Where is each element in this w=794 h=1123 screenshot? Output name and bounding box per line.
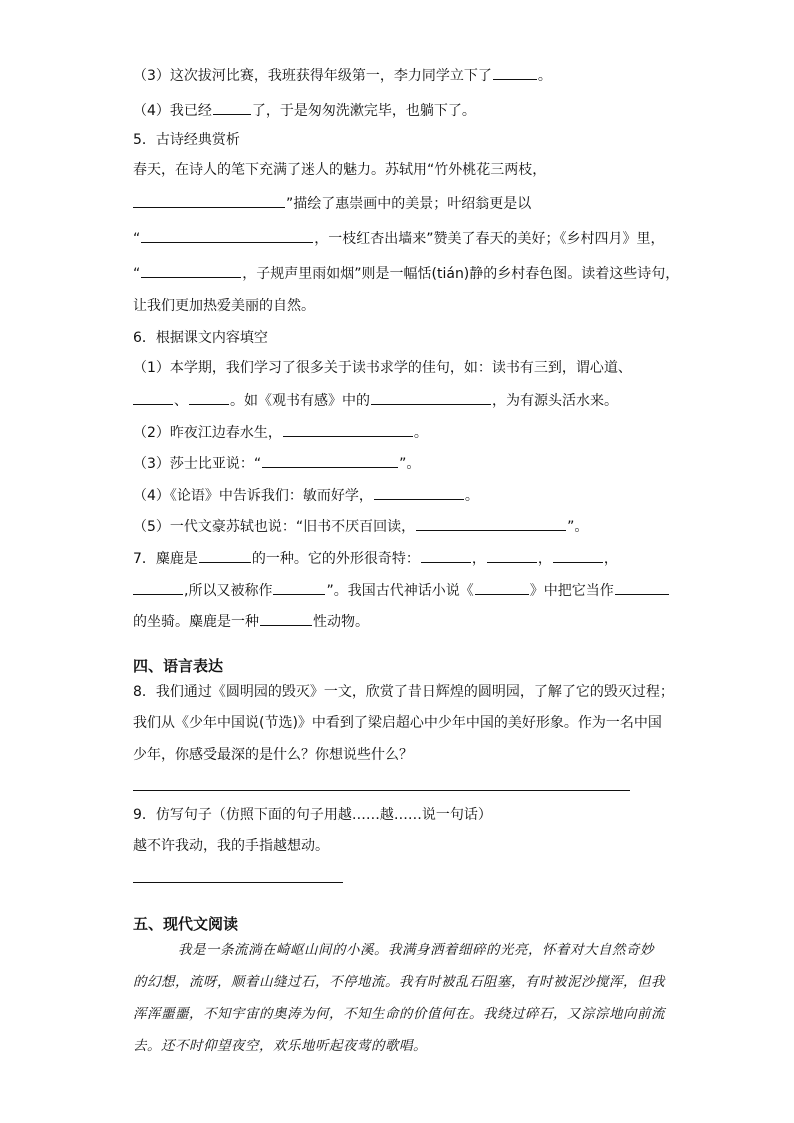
answer-blank[interactable] bbox=[260, 610, 312, 626]
question-text: 。如《观书有感》中的 bbox=[230, 393, 370, 409]
question-6-4 bbox=[133, 484, 479, 504]
question-text: 。 bbox=[537, 68, 552, 84]
answer-blank[interactable] bbox=[189, 389, 229, 405]
question-text: （2）昨夜江边春水生， bbox=[133, 425, 282, 441]
answer-blank[interactable] bbox=[141, 227, 313, 243]
question-5-line-5: 让我们更加热爱美丽的自然。 bbox=[133, 298, 315, 314]
passage-line-2: 的幻想，流呀，顺着山缝过石，不停地流。我有时被乱石阻塞，有时被泥沙搅浑，但我 bbox=[133, 974, 665, 990]
question-text: ， bbox=[603, 551, 618, 567]
answer-blank[interactable] bbox=[133, 192, 285, 208]
answer-blank[interactable] bbox=[487, 547, 537, 563]
question-text: ,所以又被称作 bbox=[184, 583, 273, 599]
question-text: ”。我国古代神话小说《 bbox=[326, 583, 474, 599]
passage-line-1: 我是一条流淌在崎岖山间的小溪。我满身洒着细碎的光亮，怀着对大自然奇妙 bbox=[178, 942, 654, 958]
answer-blank[interactable] bbox=[213, 99, 251, 115]
question-text: 。 bbox=[413, 425, 428, 441]
question-7-line-3 bbox=[133, 610, 369, 630]
question-text: 7．麋鹿是 bbox=[133, 551, 198, 567]
section-4-heading: 四、语言表达 bbox=[133, 657, 224, 675]
question-8-line-3: 少年，你感受最深的是什么？你想说些什么？ bbox=[133, 747, 413, 763]
question-7-line-1 bbox=[133, 547, 618, 567]
passage-line-3: 浑浑噩噩，不知宇宙的奥涛为何，不知生命的价值何在。我绕过碎石，又淙淙地向前流 bbox=[133, 1006, 665, 1022]
question-6-2 bbox=[133, 421, 428, 441]
question-text: ， bbox=[537, 551, 552, 567]
answer-blank[interactable] bbox=[416, 515, 566, 531]
question-text: （4）我已经 bbox=[133, 103, 212, 119]
answer-blank[interactable] bbox=[493, 64, 537, 80]
question-5-line-3 bbox=[133, 227, 665, 247]
question-text: 的一种。它的外形很奇特： bbox=[251, 551, 420, 567]
question-text: ”。 bbox=[399, 456, 421, 472]
question-text: 、 bbox=[174, 393, 188, 409]
answer-line[interactable] bbox=[133, 790, 630, 791]
answer-blank[interactable] bbox=[615, 579, 669, 595]
question-text: 了，于是匆匆洗漱完毕，也躺下了。 bbox=[251, 103, 476, 119]
question-text: 的坐骑。麋鹿是一种 bbox=[133, 614, 259, 630]
question-5-line-1: 春天，在诗人的笔下充满了迷人的魅力。苏轼用“竹外桃花三两枝， bbox=[133, 162, 547, 178]
question-text: 性动物。 bbox=[313, 614, 369, 630]
question-text: （4）《论语》中告诉我们：敏而好学， bbox=[133, 488, 373, 504]
question-4-4 bbox=[133, 99, 476, 119]
question-9-line-2: 越不许我动，我的手指越想动。 bbox=[133, 838, 329, 854]
question-text: （3）莎士比亚说：“ bbox=[133, 456, 262, 472]
question-6-1-line-2 bbox=[133, 389, 618, 409]
answer-blank[interactable] bbox=[262, 452, 398, 468]
answer-blank[interactable] bbox=[133, 579, 183, 595]
question-8-line-2: 我们从《少年中国说(节选)》中看到了梁启超心中少年中国的美好形象。作为一名中国 bbox=[133, 715, 662, 731]
question-6-5 bbox=[133, 515, 588, 535]
section-5-heading: 五、现代文阅读 bbox=[133, 915, 239, 933]
question-text: ”。 bbox=[567, 519, 589, 535]
answer-blank[interactable] bbox=[141, 262, 241, 278]
question-text: ，一枝红杏出墙来”赞美了春天的美好；《乡村四月》里， bbox=[314, 231, 665, 247]
question-text: ”描绘了惠崇画中的美景；叶绍翁更是以 bbox=[286, 196, 532, 212]
question-5-line-2 bbox=[133, 192, 531, 212]
question-5-title: 5．古诗经典赏析 bbox=[133, 132, 240, 148]
answer-blank[interactable] bbox=[371, 389, 491, 405]
question-text: 》中把它当作 bbox=[529, 583, 614, 599]
answer-blank[interactable] bbox=[475, 579, 529, 595]
answer-line[interactable] bbox=[133, 882, 343, 883]
answer-blank[interactable] bbox=[133, 389, 173, 405]
question-text: 。 bbox=[464, 488, 479, 504]
question-4-3 bbox=[133, 64, 552, 84]
question-6-3 bbox=[133, 452, 420, 472]
question-6-title: 6．根据课文内容填空 bbox=[133, 330, 268, 346]
answer-blank[interactable] bbox=[553, 547, 603, 563]
question-9-line-1: 9．仿写句子（仿照下面的句子用越……越……说一句话） bbox=[133, 807, 492, 823]
question-text: ，子规声里雨如烟”则是一幅恬(tián)静的乡村春色图。读着这些诗句， bbox=[242, 266, 680, 282]
answer-blank[interactable] bbox=[374, 484, 464, 500]
answer-blank[interactable] bbox=[199, 547, 251, 563]
answer-blank[interactable] bbox=[273, 579, 325, 595]
question-text: “ bbox=[133, 266, 141, 282]
question-7-line-2 bbox=[133, 579, 670, 599]
question-5-line-4 bbox=[133, 262, 679, 282]
answer-blank[interactable] bbox=[283, 421, 413, 437]
question-text: ， bbox=[471, 551, 486, 567]
question-text: （5）一代文豪苏轼也说：“旧书不厌百回读， bbox=[133, 519, 416, 535]
question-text: ，为有源头活水来。 bbox=[492, 393, 618, 409]
answer-blank[interactable] bbox=[421, 547, 471, 563]
question-8-line-1: 8．我们通过《圆明园的毁灭》一文，欣赏了昔日辉煌的圆明园，了解了它的毁灭过程； bbox=[133, 684, 674, 700]
question-text: （3）这次拔河比赛，我班获得年级第一，李力同学立下了 bbox=[133, 68, 492, 84]
passage-line-4: 去。还不时仰望夜空，欢乐地听起夜莺的歌唱。 bbox=[133, 1038, 427, 1054]
question-6-1-line-1: （1）本学期，我们学习了很多关于读书求学的佳句，如：读书有三到，谓心道、 bbox=[133, 360, 632, 376]
question-text: “ bbox=[133, 231, 141, 247]
